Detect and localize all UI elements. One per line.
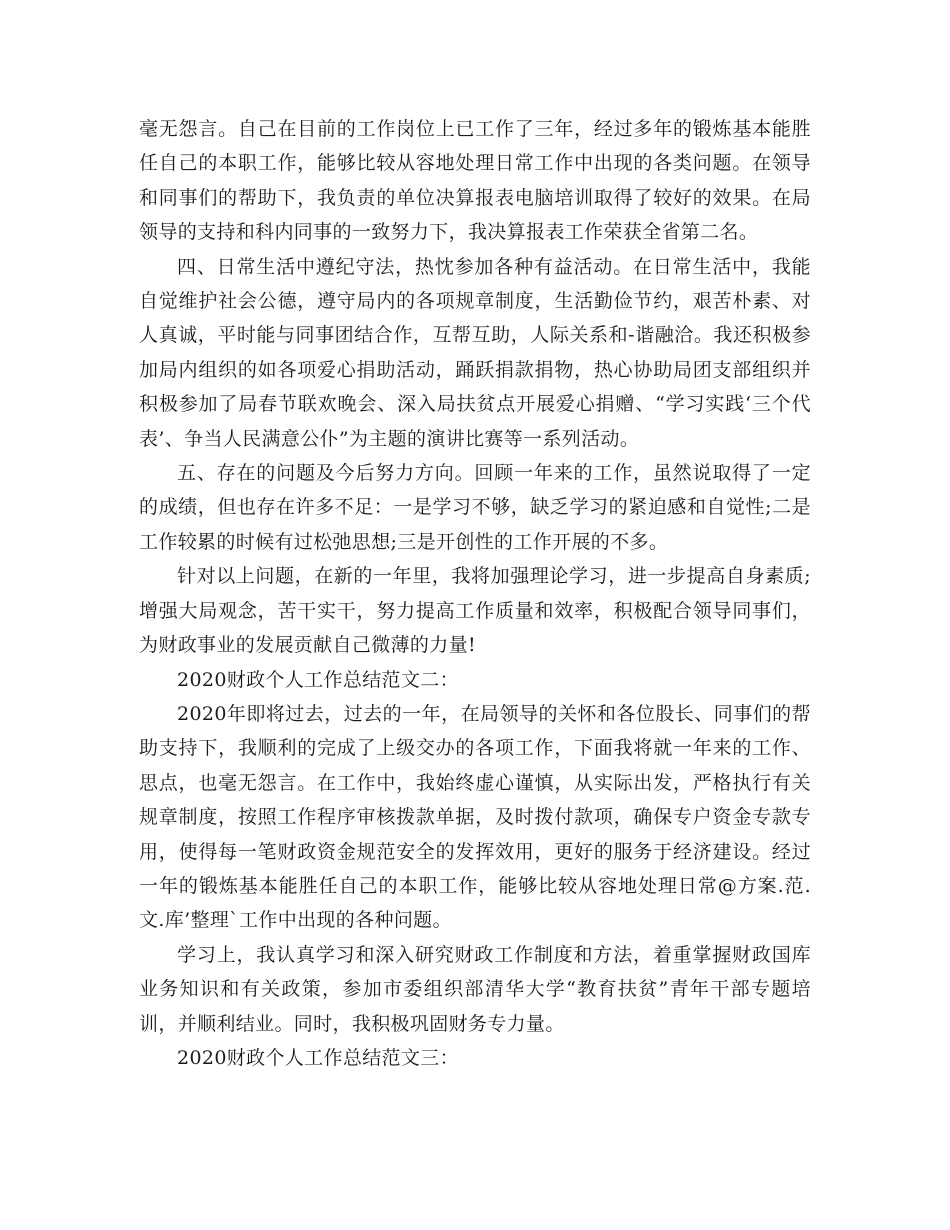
document-body — [139, 112, 811, 1075]
body-paragraph-study: 学习上，我认真学习和深入研究财政工作制度和方法，着重掌握财政国库业务知识和有关政策，参加市委组织部清华大学“教育扶贫”青年干部专题培训，并顺利结业。同时，我积极巩固财务专力量。 — [139, 943, 811, 1035]
body-paragraph-problems: 五、存在的问题及今后努力方向。回顾一年来的工作，虽然说取得了一定的成绩，但也存在许多不足：一是学习不够，缺乏学习的紧迫感和自觉性;二是工作较累的时候有过松弛思想;三是开创性的工作开展的不多。 — [139, 462, 811, 553]
section-heading-sample-three: 2020财政个人工作总结范文三： — [177, 1046, 459, 1069]
body-paragraph-sample-two-intro: 2020年即将过去，过去的一年，在局领导的关怀和各位股长、同事们的帮助支持下，我顺利的完成了上级交办的各项工作，下面我将就一年来的工作、思点，也毫无怨言。在工作中，我始终虚心谨慎，从实际出发，严格执行有关规章制度，按照工作程序审核拨款单据，及时拨付款项，确保专户资金专款专用，使得每一笔财政资金规范安全的发挥效用，更好的服务于经济建设。经过一年的锻炼基本能胜任自己的本职工作，能够比较从容地处理日常@方案.范.文.库’整理`工作中出现的各种问题。 — [139, 702, 811, 932]
section-heading-sample-two: 2020财政个人工作总结范文二： — [177, 668, 459, 691]
body-paragraph-daily-life: 四、日常生活中遵纪守法，热忱参加各种有益活动。在日常生活中，我能自觉维护社会公德，遵守局内的各项规章制度，生活勤俭节约，艰苦朴素、对人真诚，平时能与同事团结合作，互帮互助，人际关系和-谐融洽。我还积极参加局内组织的如各项爱心捐助活动，踊跃捐款捐物，热心协助局团支部组织并积极参加了局春节联欢晚会、深入局扶贫点开展爱心捐赠、“学习实践‘三个代表’、争当人民满意公仆”为主题的演讲比赛等一系列活动。 — [139, 255, 811, 450]
body-paragraph-continued: 毫无怨言。自己在目前的工作岗位上已工作了三年，经过多年的锻炼基本能胜任自己的本职工作，能够比较从容地处理日常工作中出现的各类问题。在领导和同事们的帮助下，我负责的单位决算报表电脑培训取得了较好的效果。在局领导的支持和科内同事的一致努力下，我决算报表工作荣获全省第二名。 — [139, 118, 811, 244]
body-paragraph-plans: 针对以上问题，在新的一年里，我将加强理论学习，进一步提高自身素质;增强大局观念，苦干实干，努力提高工作质量和效率，积极配合领导同事们，为财政事业的发展贡献自己微薄的力量! — [139, 565, 811, 657]
